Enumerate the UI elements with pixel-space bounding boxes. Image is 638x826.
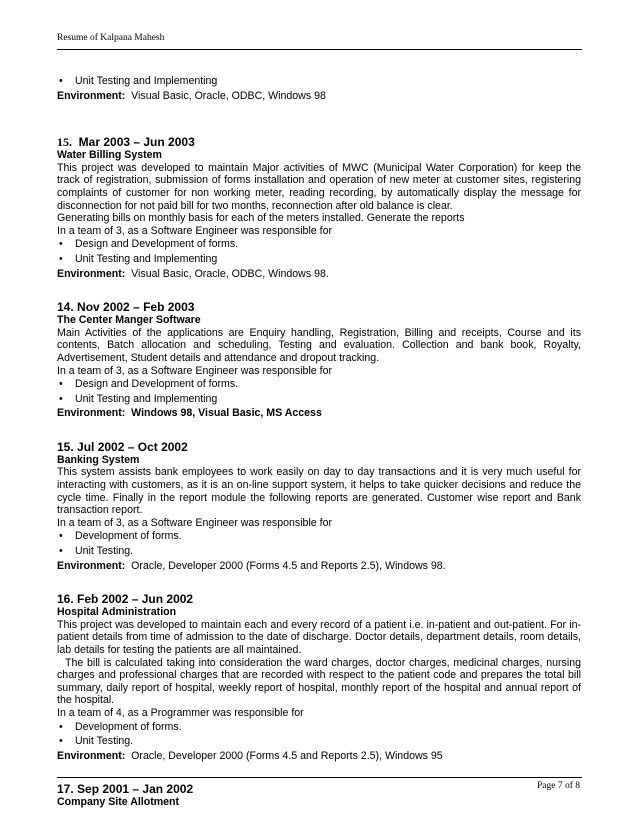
- section-number: 14.: [57, 300, 74, 315]
- section-number: 15.: [57, 439, 74, 454]
- document-body: [57, 74, 581, 809]
- environment-value: Visual Basic, Oracle, ODBC, Windows 98: [131, 89, 326, 102]
- team-line: In a team of 3, as a Software Engineer was responsible for: [57, 516, 332, 529]
- bullet-item: [57, 378, 581, 391]
- project-extra: Generating bills on monthly basis for each of the meters installed. Generate the reports: [57, 212, 465, 225]
- project-description: Main Activities of the applications are Enquiry handling, Registration, Billing and receipts, Course and its contents, Batch allocation and scheduling, Testing and evaluation. Collection and bank book, Royalty, Advertisement, Student details and attendance and dropout tracking.: [57, 326, 581, 364]
- section-number: 15.: [57, 135, 72, 150]
- bullet-item: [57, 75, 581, 88]
- bullet-dot: •: [59, 392, 63, 405]
- bullet-dot: •: [59, 238, 63, 251]
- bullet-dot: •: [59, 720, 63, 733]
- page-header: Resume of Kalpana Mahesh: [57, 33, 165, 43]
- environment-label: Environment:: [57, 407, 126, 420]
- bullet-dot: •: [59, 735, 63, 748]
- bullet-item: [57, 253, 581, 266]
- environment-line: [57, 407, 581, 420]
- bullet-text: Design and Development of forms.: [75, 378, 239, 391]
- bullet-item: [57, 238, 581, 251]
- project-name: Banking System: [57, 453, 140, 466]
- bullet-text: Development of forms.: [75, 530, 182, 543]
- environment-value: Visual Basic, Oracle, ODBC, Windows 98.: [131, 267, 329, 280]
- header-rule: [57, 49, 582, 50]
- project-name: Water Billing System: [57, 149, 162, 162]
- project-description: This project was developed to maintain each and every record of a patient i.e. in-patient and out-patient. For in-patient details from time of admission to the date of discharge. Doctor details, department details, room details, lab details for testing the patients are all maintained.: [57, 618, 581, 656]
- environment-value: Oracle, Developer 2000 (Forms 4.5 and Reports 2.5), Windows 95: [131, 749, 443, 762]
- environment-label: Environment:: [57, 89, 126, 102]
- bullet-text: Unit Testing.: [75, 545, 134, 558]
- bullet-item: [57, 530, 581, 543]
- bullet-item: [57, 393, 581, 406]
- bullet-dot: •: [59, 378, 63, 391]
- bullet-dot: •: [59, 75, 63, 87]
- bullet-text: Unit Testing and Implementing: [75, 252, 218, 265]
- project-description: This system assists bank employees to work easily on day to day transactions and it is very much useful for interacting with customers, as it is an on-line support system, it helps to take quicker decisions and reduce the cycle time. Finally in the report module the following reports are generated. Customer wise report and Bank transaction report.: [57, 466, 581, 517]
- environment-label: Environment:: [57, 559, 126, 572]
- environment-value: Windows 98, Visual Basic, MS Access: [131, 407, 322, 420]
- environment-line: [57, 90, 581, 103]
- bullet-dot: •: [59, 545, 63, 558]
- environment-line: [57, 560, 581, 573]
- environment-value: Oracle, Developer 2000 (Forms 4.5 and Reports 2.5), Windows 98.: [131, 559, 446, 572]
- section-period: Mar 2003 – Jun 2003: [78, 135, 195, 150]
- project-name: Company Site Allotment: [57, 796, 180, 809]
- environment-line: [57, 750, 581, 763]
- section-heading: [57, 300, 581, 314]
- team-line: In a team of 3, as a Software Engineer was responsible for: [57, 224, 332, 237]
- bullet-dot: •: [59, 530, 63, 543]
- bullet-text: Unit Testing.: [75, 735, 134, 748]
- project-description: This project was developed to maintain Major activities of MWC (Municipal Water Corporation) for keep the track of registration, submission of forms installation and operation of new meter at customer sites, registering complaints of customer for non working meter, reading recording, by automatically display the message for disconnection for not paid bill for two months, reconnection after old balance is clear.: [57, 161, 581, 212]
- section-number: 17.: [57, 782, 74, 797]
- footer-rule: [57, 777, 582, 778]
- bullet-text: Development of forms.: [75, 720, 182, 733]
- project-name: Hospital Administration: [57, 606, 177, 619]
- section-period: Nov 2002 – Feb 2003: [77, 300, 195, 315]
- bullet-item: [57, 545, 581, 558]
- team-line: In a team of 4, as a Programmer was responsible for: [57, 706, 304, 719]
- bullet-text: Unit Testing and Implementing: [75, 392, 218, 405]
- section-period: Jul 2002 – Oct 2002: [77, 439, 188, 454]
- section-period: Sep 2001 – Jan 2002: [77, 782, 194, 797]
- section-period: Feb 2002 – Jun 2002: [77, 592, 194, 607]
- environment-label: Environment:: [57, 267, 126, 280]
- bullet-item: [57, 721, 581, 734]
- section-heading: [57, 440, 581, 454]
- environment-label: Environment:: [57, 749, 126, 762]
- bullet-item: [57, 735, 581, 748]
- section-heading: [57, 135, 581, 149]
- project-extra: The bill is calculated taking into consideration the ward charges, doctor charges, medicinal charges, nursing charges and professional charges that are recorded with respect to the patient code and prepares the total bill summary, daily report of hospital, weekly report of hospital, monthly report of the hospital and annual report of the hospital.: [57, 656, 581, 707]
- bullet-text: Design and Development of forms.: [75, 238, 239, 251]
- page-number: Page 7 of 8: [536, 781, 580, 791]
- project-name: The Center Manger Software: [57, 314, 201, 327]
- section-number: 16.: [57, 592, 74, 607]
- environment-line: [57, 268, 581, 281]
- bullet-dot: •: [59, 252, 63, 265]
- bullet-text: Unit Testing and Implementing: [75, 75, 218, 87]
- section-heading: [57, 592, 581, 606]
- team-line: In a team of 3, as a Software Engineer was responsible for: [57, 364, 332, 377]
